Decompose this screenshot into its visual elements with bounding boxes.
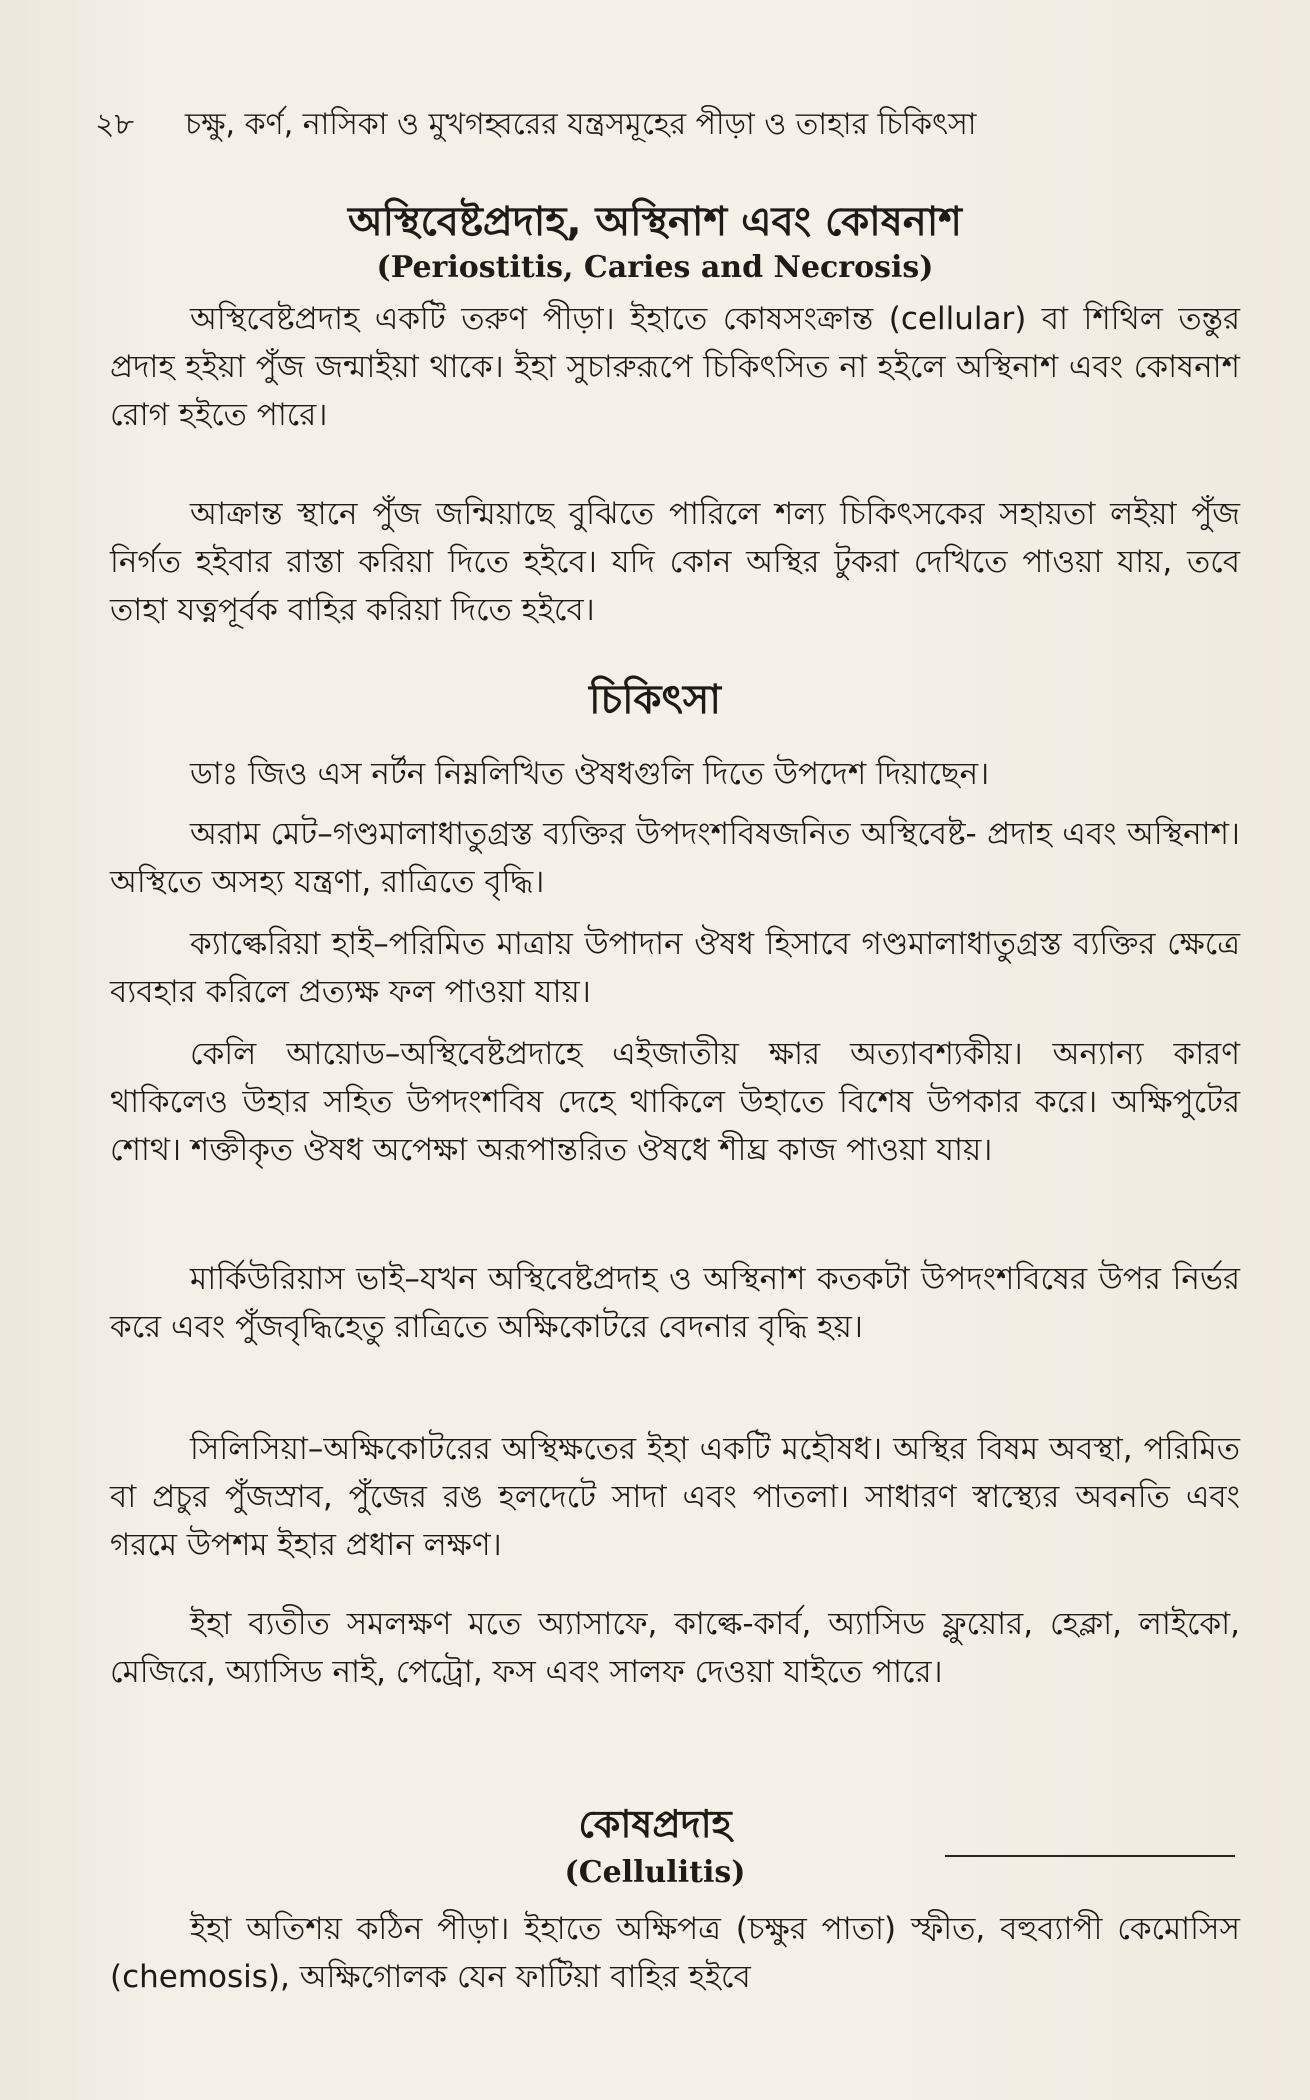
remedy-paragraph: কেলি আয়োড–অস্থিবেষ্টপ্রদাহে এইজাতীয় ক্ষার অত্যাবশ্যকীয়। অন্যান্য কারণ থাকিলেও উহার সহিত উপদংশবিষ দেহে থাকিলে উহাতে বিশেষ উপকার করে। অক্ষিপুটের শোথ। শক্তীকৃত ঔষধ অপেক্ষা অরূপান্তরিত ঔষধে শীঘ্র কাজ পাওয়া যায়। [110, 1036, 1240, 1168]
paragraph: ইহা ব্যতীত সমলক্ষণ মতে অ্যাসাফে, কাল্কে-কার্ব, অ্যাসিড ফ্লুয়োর, হেক্লা, লাইকো, মেজিরে, অ্যাসিড নাই, পেট্রো, ফস এবং সালফ দেওয়া যাইতে পারে। [110, 1606, 1240, 1690]
section-subtitle: (Periostitis, Caries and Necrosis) [376, 250, 934, 285]
section-title: কোষপ্রদাহ [578, 1802, 732, 1846]
page-number: ২৮ [95, 107, 134, 142]
paragraph: ডাঃ জিও এস নর্টন নিম্নলিখিত ঔষধগুলি দিতে উপদেশ দিয়াছেন। [190, 756, 990, 792]
remedy-paragraph: অরাম মেট–গণ্ডমালাধাতুগ্রস্ত ব্যক্তির উপদংশবিষজনিত অস্থিবেষ্ট- প্রদাহ এবং অস্থিনাশ। অস্থিতে অসহ্য যন্ত্রণা, রাত্রিতে বৃদ্ধি। [110, 816, 1240, 900]
running-title: চক্ষু, কর্ণ, নাসিকা ও মুখগহ্বরের যন্ত্রসমূহের পীড়া ও তাহার চিকিৎসা [185, 107, 977, 142]
page-header [95, 100, 1215, 151]
paragraph: আক্রান্ত স্থানে পুঁজ জন্মিয়াছে বুঝিতে পারিলে শল্য চিকিৎসকের সহায়তা লইয়া পুঁজ নির্গত হইবার রাস্তা করিয়া দিতে হইবে। যদি কোন অস্থির টুকরা দেখিতে পাওয়া যায়, তবে তাহা যত্নপূর্বক বাহির করিয়া দিতে হইবে। [110, 496, 1240, 628]
remedy-paragraph: সিলিসিয়া–অক্ষিকোটরের অস্থিক্ষতের ইহা একটি মহৌষধ। অস্থির বিষম অবস্থা, পরিমিত বা প্রচুর পুঁজস্রাব, পুঁজের রঙ হলদেটে সাদা এবং পাতলা। সাধারণ স্বাস্থ্যের অবনতি এবং গরমে উপশম ইহার প্রধান লক্ষণ। [110, 1431, 1240, 1563]
section-title: অস্থিবেষ্টপ্রদাহ, অস্থিনাশ এবং কোষনাশ [348, 199, 962, 245]
section-subtitle: (Cellulitis) [564, 1855, 746, 1890]
paragraph: অস্থিবেষ্টপ্রদাহ একটি তরুণ পীড়া। ইহাতে কোষসংক্রান্ত (cellular) বা শিথিল তন্তুর প্রদাহ হইয়া পুঁজ জন্মাইয়া থাকে। ইহা সুচারুরূপে চিকিৎসিত না হইলে অস্থিনাশ এবং কোষনাশ রোগ হইতে পারে। [110, 301, 1240, 433]
remedy-paragraph: ক্যাল্কেরিয়া হাই–পরিমিত মাত্রায় উপাদান ঔষধ হিসাবে গণ্ডমালাধাতুগ্রস্ত ব্যক্তির ক্ষেত্রে ব্যবহার করিলে প্রত্যক্ষ ফল পাওয়া যায়। [110, 926, 1240, 1010]
treatment-heading: চিকিৎসা [589, 677, 721, 723]
remedy-paragraph: মার্কিউরিয়াস ভাই–যখন অস্থিবেষ্টপ্রদাহ ও অস্থিনাশ কতকটা উপদংশবিষের উপর নির্ভর করে এবং পুঁজবৃদ্ধিহেতু রাত্রিতে অক্ষিকোটরে বেদনার বৃদ্ধি হয়। [110, 1261, 1240, 1345]
paragraph: ইহা অতিশয় কঠিন পীড়া। ইহাতে অক্ষিপত্র (চক্ষুর পাতা) স্ফীত, বহুব্যাপী কেমোসিস (chemosis), অক্ষিগোলক যেন ফাটিয়া বাহির হইবে [110, 1911, 1240, 1995]
